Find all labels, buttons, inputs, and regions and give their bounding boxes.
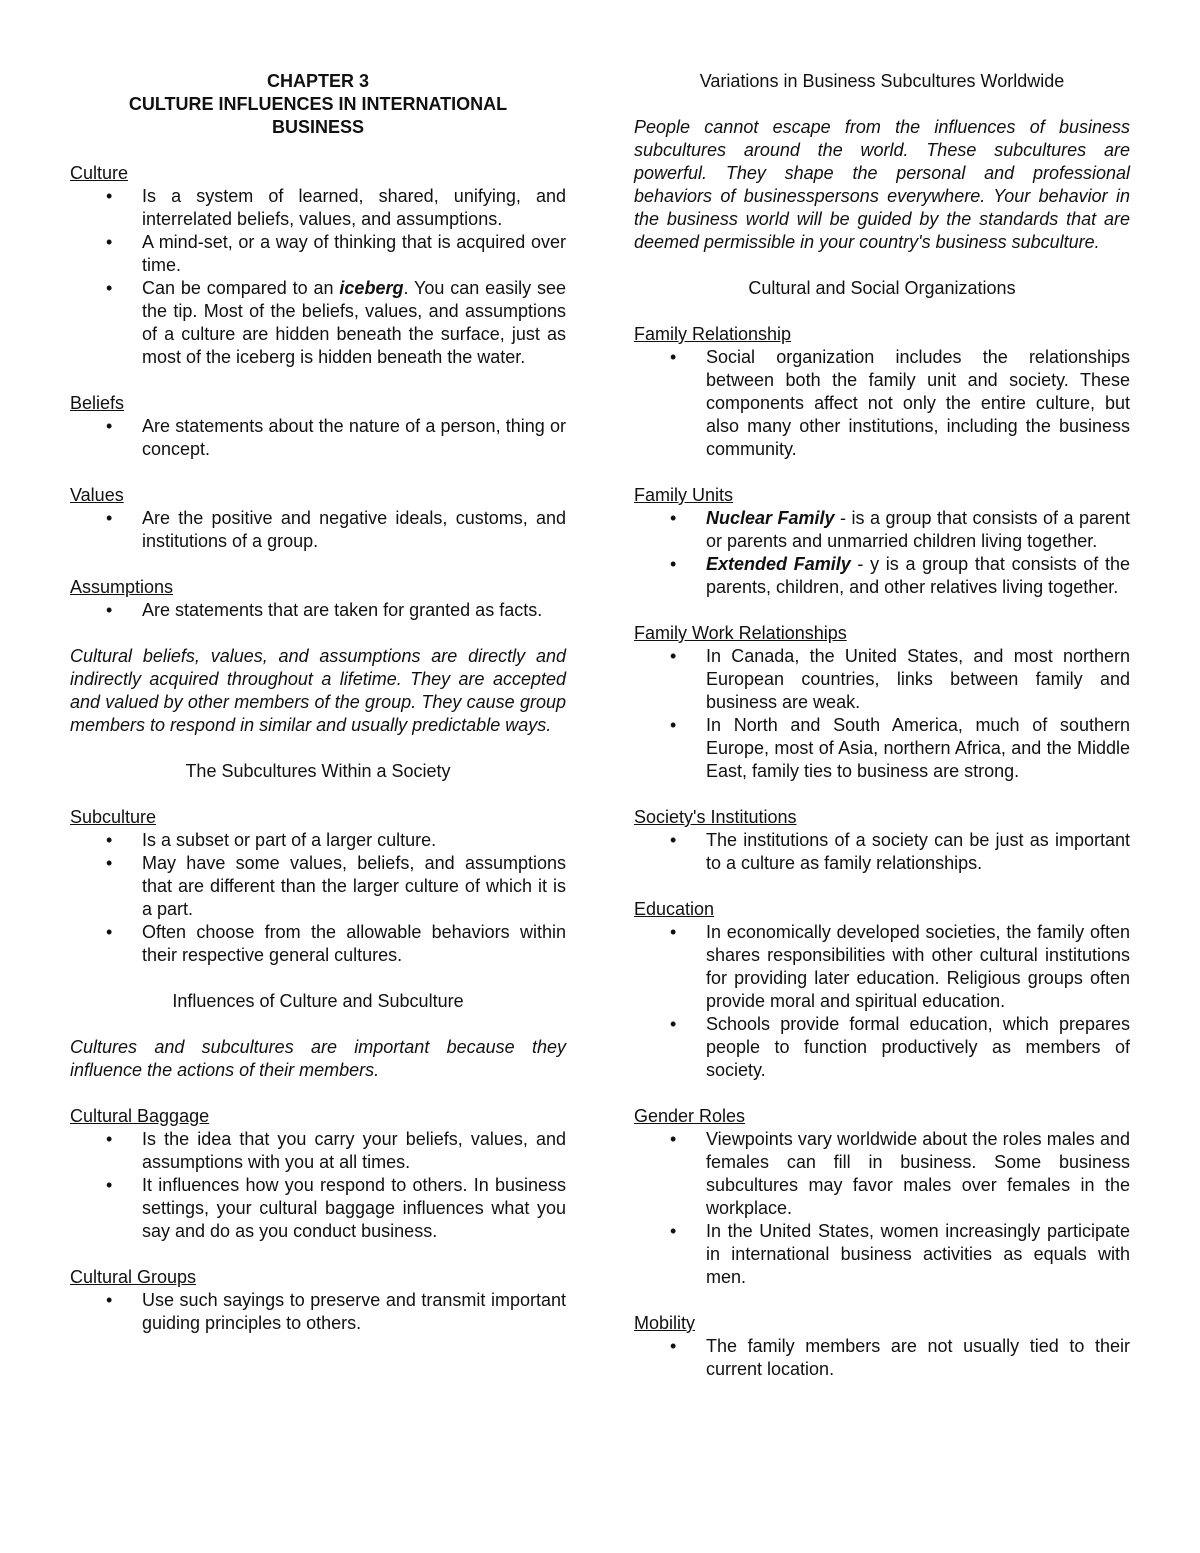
extended-family-term: Extended Family [706,554,851,574]
list-item: • In Canada, the United States, and most northern European countries, links between family and business are weak. [634,645,1130,714]
list-item: • Are statements about the nature of a person, thing or concept. [70,415,566,461]
list-item: • Is a system of learned, shared, unifying, and interrelated beliefs, values, and assumptions. [70,185,566,231]
list-item: • Use such sayings to preserve and transmit important guiding principles to others. [70,1289,566,1335]
list-item: • Schools provide formal education, which prepares people to function productively as members of society. [634,1013,1130,1082]
iceberg-term: iceberg [339,278,404,298]
list-item: • Often choose from the allowable behaviors within their respective general cultures. [70,921,566,967]
culture-heading: Culture [70,163,129,183]
family-units-heading: Family Units [634,485,734,505]
list-item: • Are the positive and negative ideals, customs, and institutions of a group. [70,507,566,553]
assumptions-list [70,599,566,622]
beliefs-heading: Beliefs [70,393,125,413]
family-units-list [634,507,1130,599]
cultural-groups-heading: Cultural Groups [70,1267,197,1287]
mobility-list [634,1335,1130,1381]
nuclear-family-term: Nuclear Family [706,508,835,528]
chapter-title: CHAPTER 3 CULTURE INFLUENCES IN INTERNATIONAL BUSINESS [128,71,508,137]
list-item: • Nuclear Family - is a group that consists of a parent or parents and unmarried children living together. [634,507,1130,553]
variations-paragraph: People cannot escape from the influences of business subcultures around the world. These subcultures are powerful. They shape the personal and professional behaviors of businesspersons everywhere. Your behavior in the business world will be guided by the standards that are deemed permissible in your country's business subculture. [634,117,1130,252]
influences-paragraph: Cultures and subcultures are important because they influence the actions of their members. [70,1037,566,1080]
right-column [634,70,1130,1381]
beliefs-list [70,415,566,461]
list-item: • Is the idea that you carry your beliefs, values, and assumptions with you at all times. [70,1128,566,1174]
list-item: • Viewpoints vary worldwide about the roles males and females can fill in business. Some business subcultures may favor males over females in the workplace. [634,1128,1130,1220]
values-list [70,507,566,553]
list-item: • Can be compared to an iceberg. You can easily see the tip. Most of the beliefs, values, and assumptions of a culture are hidden beneath the surface, just as most of the iceberg is hidden beneath the water. [70,277,566,369]
variations-subheading: Variations in Business Subcultures Worldwide [699,71,1065,91]
culture-summary-paragraph: Cultural beliefs, values, and assumptions are directly and indirectly acquired throughout a lifetime. They are accepted and valued by other members of the group. They cause group members to respond in similar and usually predictable ways. [70,646,566,735]
assumptions-heading: Assumptions [70,577,174,597]
list-item: • In the United States, women increasingly participate in international business activities as equals with men. [634,1220,1130,1289]
list-item: • Is a subset or part of a larger culture. [70,829,566,852]
education-heading: Education [634,899,715,919]
subcultures-subheading: The Subcultures Within a Society [185,761,451,781]
subculture-heading: Subculture [70,807,157,827]
subculture-list [70,829,566,967]
mobility-heading: Mobility [634,1313,696,1333]
family-work-list [634,645,1130,783]
values-heading: Values [70,485,124,505]
list-item: • In North and South America, much of southern Europe, most of Asia, northern Africa, and the Middle East, family ties to business are strong. [634,714,1130,783]
gender-roles-list [634,1128,1130,1289]
family-relationship-list [634,346,1130,461]
left-column [70,70,566,1335]
list-item: • The institutions of a society can be just as important to a culture as family relationships. [634,829,1130,875]
family-work-heading: Family Work Relationships [634,623,847,643]
list-item: • It influences how you respond to others. In business settings, your cultural baggage influences what you say and do as you conduct business. [70,1174,566,1243]
cultural-baggage-list [70,1128,566,1243]
cultural-baggage-heading: Cultural Baggage [70,1106,210,1126]
list-item: • Extended Family - y is a group that consists of the parents, children, and other relatives living together. [634,553,1130,599]
institutions-heading: Society's Institutions [634,807,797,827]
institutions-list [634,829,1130,875]
list-item: • Are statements that are taken for granted as facts. [70,599,566,622]
education-list [634,921,1130,1082]
list-item: • The family members are not usually tied to their current location. [634,1335,1130,1381]
family-relationship-heading: Family Relationship [634,324,792,344]
list-item: • Social organization includes the relationships between both the family unit and society. These components affect not only the entire culture, but also many other institutions, including the business community. [634,346,1130,461]
list-item: • May have some values, beliefs, and assumptions that are different than the larger culture of which it is a part. [70,852,566,921]
influences-subheading: Influences of Culture and Subculture [172,991,464,1011]
culture-list [70,185,566,369]
list-item: • A mind-set, or a way of thinking that is acquired over time. [70,231,566,277]
cultural-groups-list [70,1289,566,1335]
organizations-subheading: Cultural and Social Organizations [748,278,1016,298]
list-item: • In economically developed societies, the family often shares responsibilities with other cultural institutions for providing later education. Religious groups often provide moral and spiritual education. [634,921,1130,1013]
gender-roles-heading: Gender Roles [634,1106,746,1126]
